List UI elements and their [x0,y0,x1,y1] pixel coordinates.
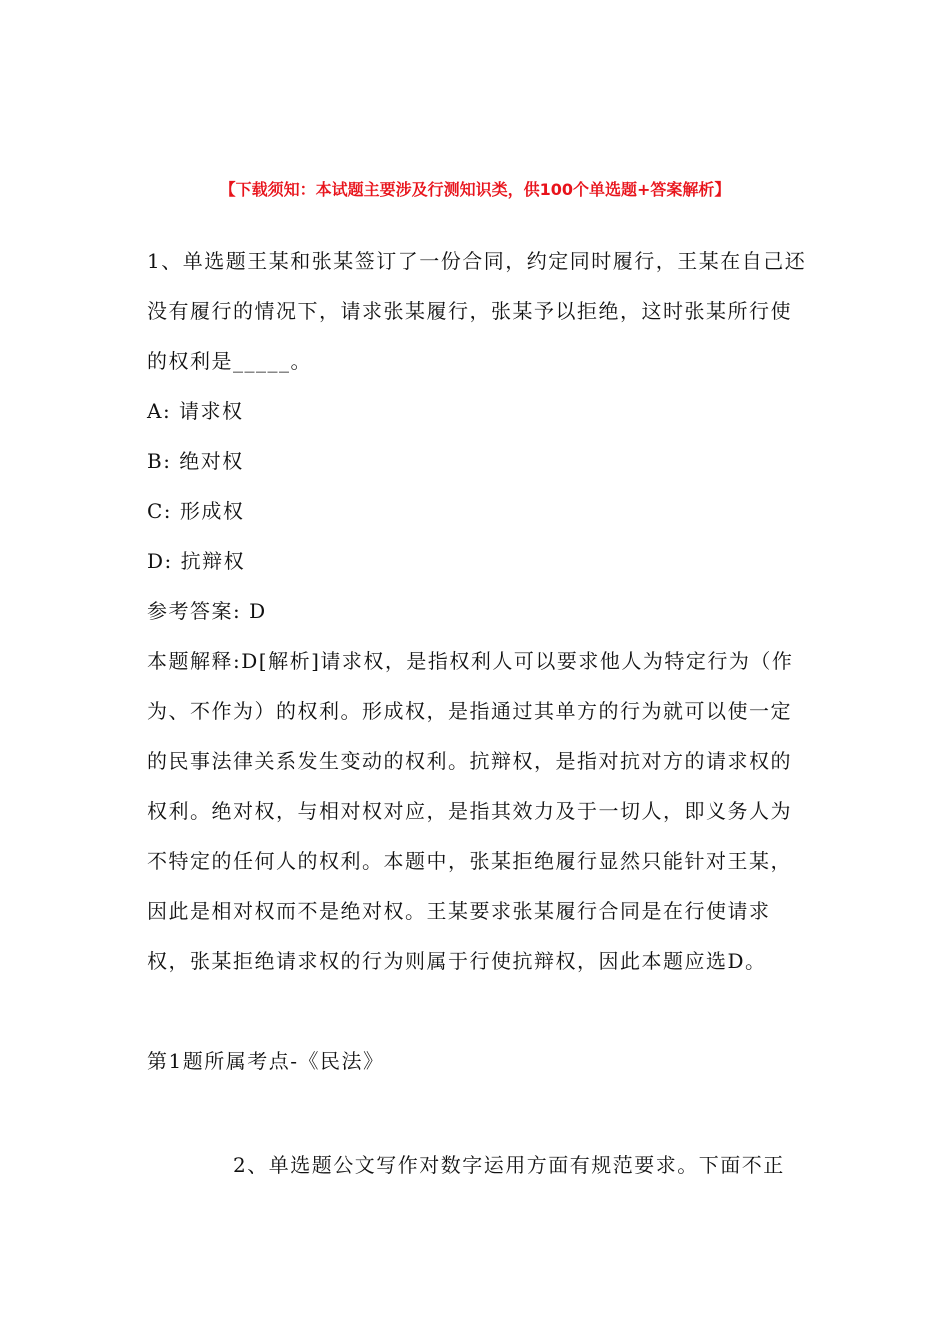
question-2-stem: 2、单选题公文写作对数字运用方面有规范要求。下面不正 [233,1153,785,1177]
document-body [147,236,807,1190]
question-1-stem: 1、单选题王某和张某签订了一份合同，约定同时履行，王某在自己还没有履行的情况下，请求张某履行，张某予以拒绝，这时张某所行使的权利是_____。 [147,249,807,373]
download-notice: 【下载须知：本试题主要涉及行测知识类，供100个单选题+答案解析】 [219,180,731,199]
option-a: A: 请求权 [147,399,244,423]
question-1-topic: 第1题所属考点-《民法》 [147,1049,385,1073]
answer-explanation: 本题解释:D[解析]请求权，是指权利人可以要求他人为特定行为（作为、不作为）的权利。形成权，是指通过其单方的行为就可以使一定的民事法律关系发生变动的权利。抗辩权，是指对抗对方的请求权的权利。绝对权，与相对权对应，是指其效力及于一切人，即义务人为不特定的任何人的权利。本题中，张某拒绝履行显然只能针对王某，因此是相对权而不是绝对权。王某要求张某履行合同是在行使请求权，张某拒绝请求权的行为则属于行使抗辩权，因此本题应选D。 [147,649,794,973]
reference-answer: 参考答案: D [147,599,267,623]
option-b: B: 绝对权 [147,449,244,473]
option-c: C: 形成权 [147,499,245,523]
option-d: D: 抗辩权 [147,549,246,573]
spacer [147,1086,807,1140]
spacer [147,986,807,1036]
